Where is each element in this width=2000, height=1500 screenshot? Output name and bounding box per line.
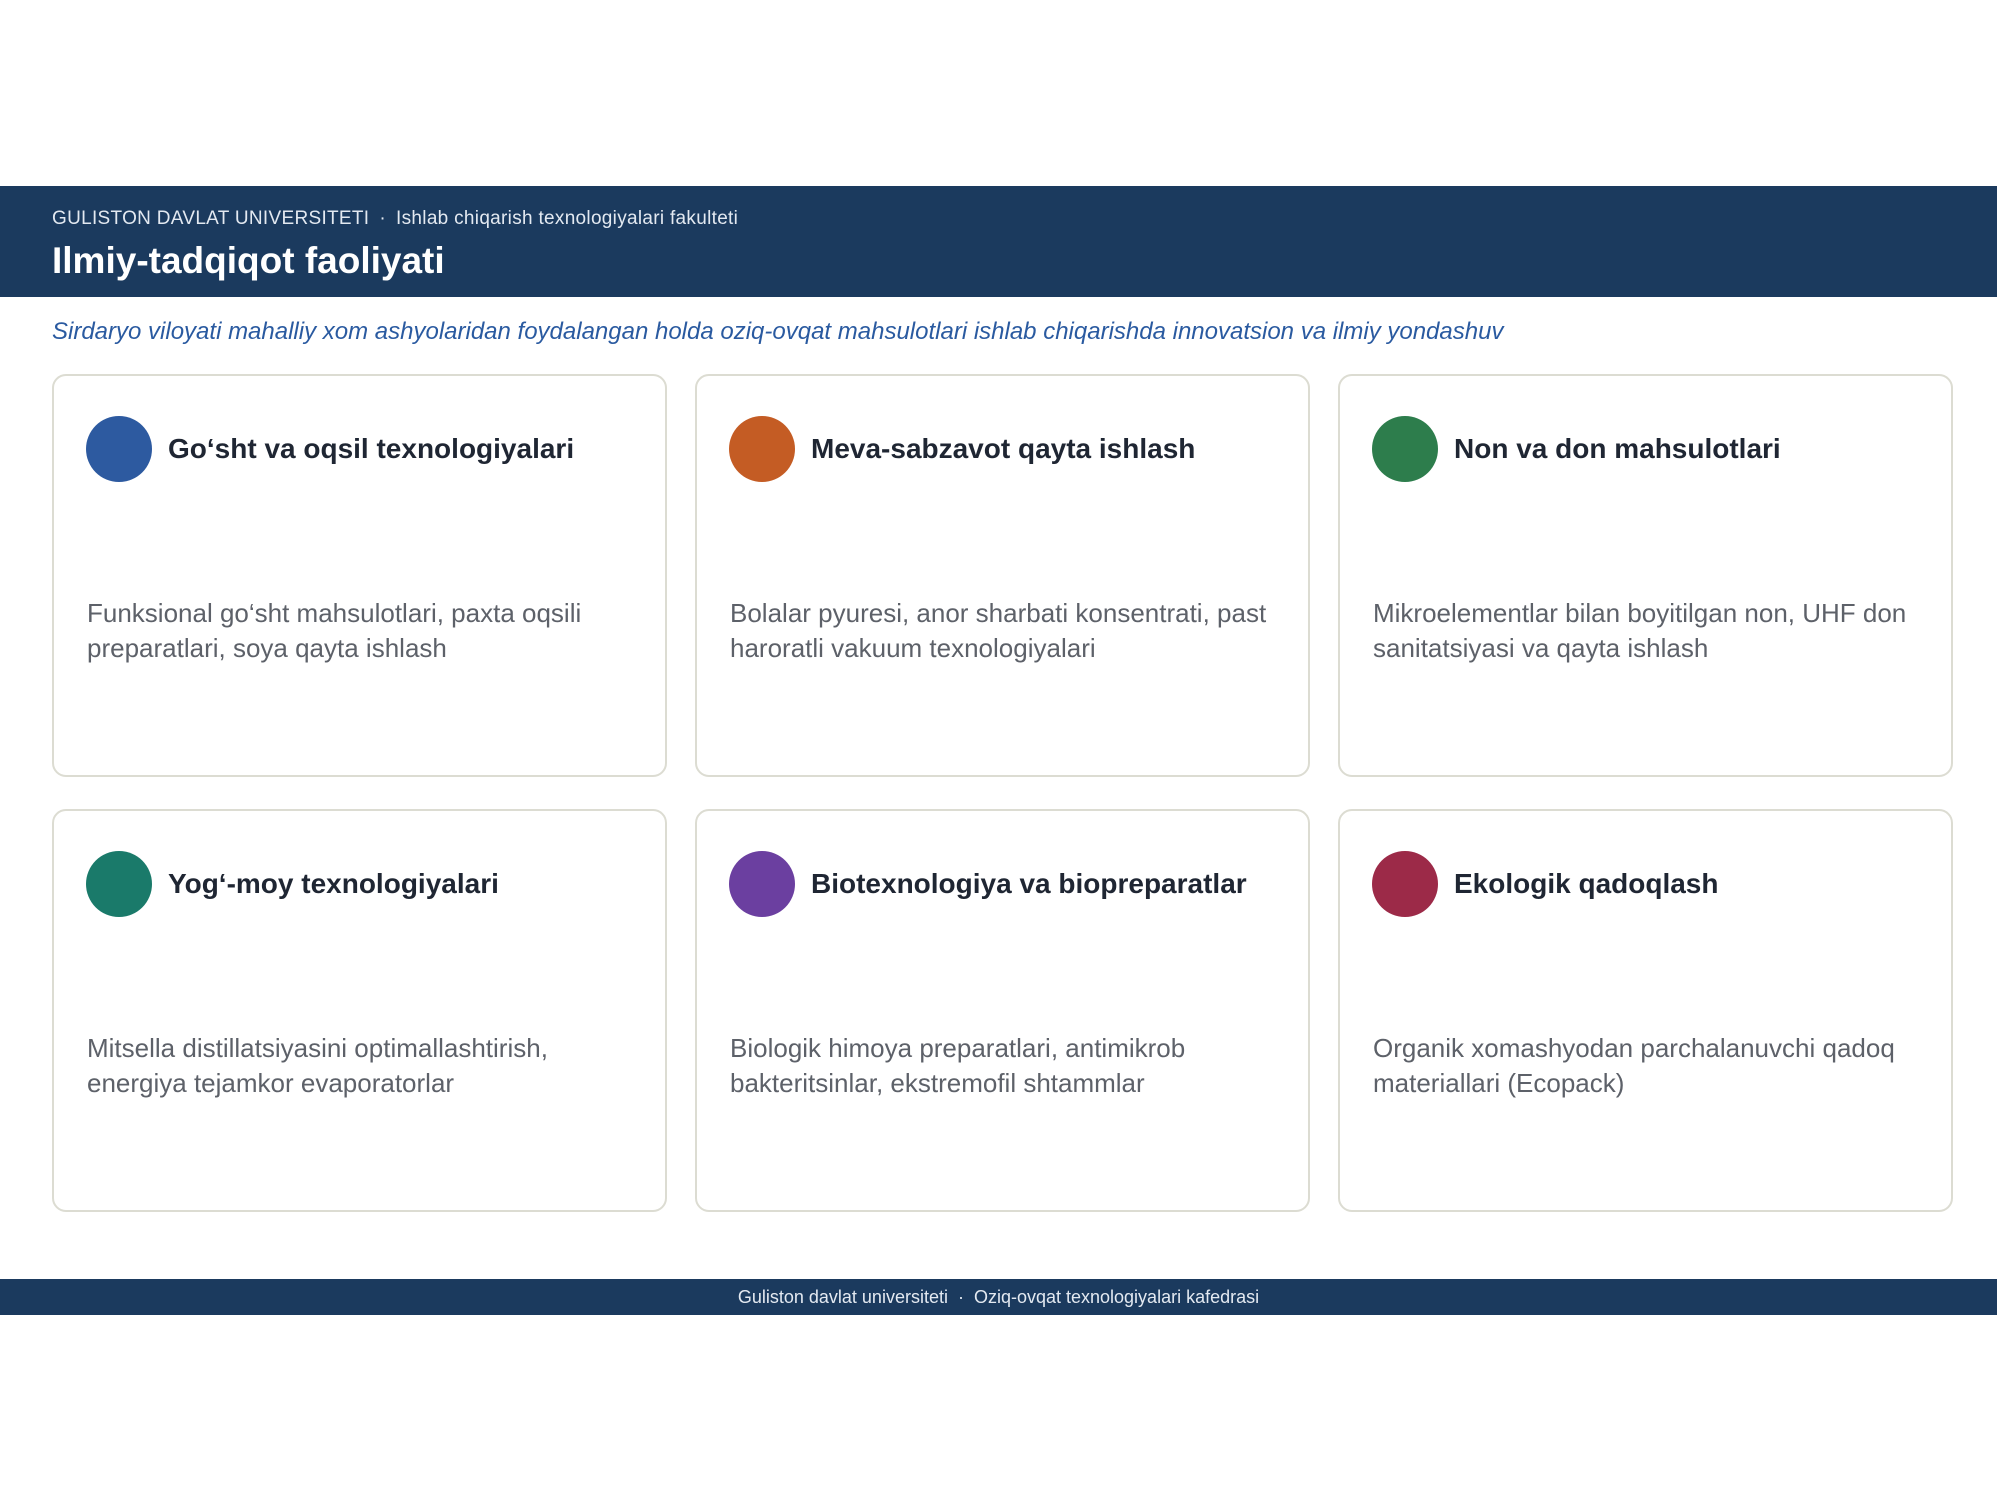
research-card [1338,809,1953,1212]
research-card [695,809,1310,1212]
card-title: Biotexnologiya va biopreparatlar [811,868,1247,899]
card-color-dot [1372,416,1438,482]
university-name: GULISTON DAVLAT UNIVERSITETI [52,208,370,229]
card-description: Organik xomashyodan parchalanuvchi qadoq materiallari (Ecopack) [1373,1033,1895,1098]
footer-department: Oziq-ovqat texnologiyalari kafedrasi [973,1287,1260,1307]
page-title: Ilmiy-tadqiqot faoliyati [52,240,445,281]
page-subtitle: Sirdaryo viloyati mahalliy xom ashyolaridan foydalangan holda oziq-ovqat mahsulotlari ishlab chiqarishda innovatsion va ilmiy yondashuv [52,318,1504,345]
header-org-line [52,208,738,230]
card-description: Mikroelementlar bilan boyitilgan non, UHF don sanitatsiyasi va qayta ishlash [1373,598,1907,663]
card-color-dot [86,416,152,482]
footer-bar [0,1279,1997,1315]
card-title: Ekologik qadoqlash [1454,868,1719,899]
research-card [1338,374,1953,777]
footer-separator: · [957,1287,964,1307]
card-description: Bolalar pyuresi, anor sharbati konsentrati, past haroratli vakuum texnologiyalari [730,598,1267,663]
card-color-dot [1372,851,1438,917]
header-banner [0,186,1997,297]
card-title: Meva-sabzavot qayta ishlash [811,433,1196,464]
header-separator: · [379,208,387,229]
card-description: Funksional go‘sht mahsulotlari, paxta oqsili preparatlari, soya qayta ishlash [87,598,582,663]
card-title: Yog‘-moy texnologiyalari [168,868,499,899]
card-title: Non va don mahsulotlari [1454,433,1781,464]
faculty-name: Ishlab chiqarish texnologiyalari fakulteti [396,208,739,229]
card-color-dot [729,851,795,917]
card-description: Mitsella distillatsiyasini optimallashtirish, energiya tejamkor evaporatorlar [87,1033,548,1098]
research-card [695,374,1310,777]
card-color-dot [729,416,795,482]
footer-university: Guliston davlat universiteti [737,1287,948,1307]
research-card [52,809,667,1212]
card-color-dot [86,851,152,917]
card-description: Biologik himoya preparatlari, antimikrob bakteritsinlar, ekstremofil shtammlar [730,1033,1186,1098]
research-card [52,374,667,777]
card-title: Go‘sht va oqsil texnologiyalari [168,433,575,464]
